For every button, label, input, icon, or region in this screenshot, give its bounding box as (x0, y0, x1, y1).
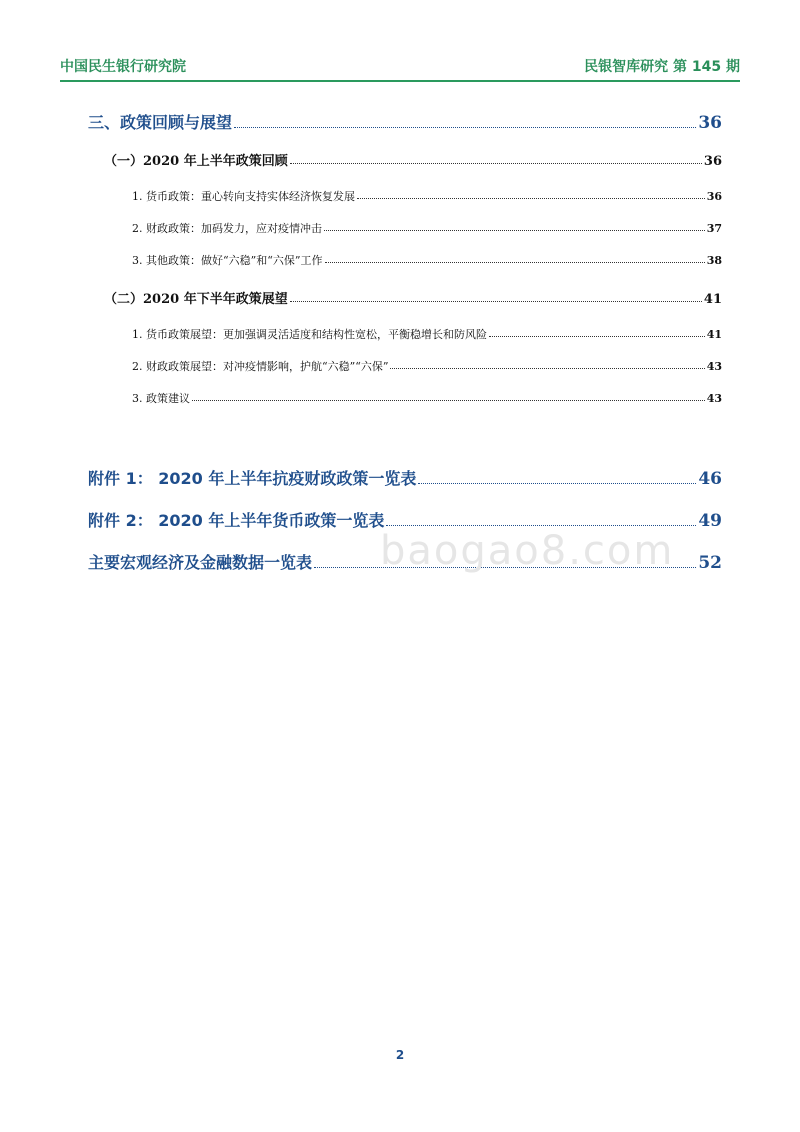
dot-leader (324, 229, 705, 231)
toc-entry-sub1-item3[interactable] (88, 252, 722, 268)
toc-entry-sub2-item3[interactable] (88, 390, 722, 406)
toc-entry-page: 49 (698, 511, 722, 531)
toc-entry-page: 41 (706, 328, 722, 341)
toc-entry-sub2[interactable] (88, 288, 722, 307)
toc-entry-label: 1. 货币政策：重心转向支持实体经济恢复发展 (132, 190, 355, 203)
dot-leader (386, 524, 696, 526)
toc-entry-page: 41 (703, 292, 722, 307)
toc-entry-page: 38 (706, 254, 722, 267)
toc-entry-sub2-item2[interactable] (88, 358, 722, 374)
toc-entry-label: 三、政策回顾与展望 (88, 113, 233, 132)
toc-entry-sub1-item2[interactable] (88, 220, 722, 236)
dot-leader (390, 367, 704, 369)
toc-entry-page: 36 (703, 154, 722, 169)
header-series-title: 民银智库研究 第 145 期 (584, 59, 740, 75)
header-divider (60, 80, 740, 82)
dot-leader (290, 162, 702, 164)
toc-entry-section3[interactable] (88, 110, 722, 133)
toc-entry-page: 37 (706, 222, 722, 235)
toc-entry-page: 52 (698, 553, 722, 573)
toc-entry-label: 1. 货币政策展望：更加强调灵活适度和结构性宽松，平衡稳增长和防风险 (132, 328, 487, 341)
toc-entry-page: 43 (706, 392, 722, 405)
dot-leader (418, 482, 696, 484)
page-header (60, 54, 740, 80)
toc-entry-page: 36 (698, 113, 722, 133)
toc-entry-page: 43 (706, 360, 722, 373)
toc-entry-sub1-item1[interactable] (88, 188, 722, 204)
toc-entry-label: 主要宏观经济及金融数据一览表 (88, 553, 313, 572)
toc-entry-label: （一）2020 年上半年政策回顾 (104, 154, 288, 169)
dot-leader (234, 126, 696, 128)
toc-entry-label: 附件 1： 2020 年上半年抗疫财政政策一览表 (88, 469, 417, 488)
toc-entry-page: 36 (706, 190, 722, 203)
toc-entry-label: 3. 政策建议 (132, 392, 190, 405)
page-number: 2 (395, 1048, 405, 1062)
toc-entry-sub2-item1[interactable] (88, 326, 722, 342)
toc-entry-label: 3. 其他政策：做好“六稳”和“六保”工作 (132, 254, 323, 267)
watermark: baogao8.com (380, 528, 675, 574)
dot-leader (325, 261, 705, 263)
dot-leader (290, 300, 702, 302)
toc-entry-appendix1[interactable] (88, 466, 722, 489)
toc-entry-sub1[interactable] (88, 150, 722, 169)
dot-leader (192, 399, 705, 401)
dot-leader (357, 197, 705, 199)
toc-entry-label: 2. 财政政策展望：对冲疫情影响，护航“六稳”“六保” (132, 360, 389, 373)
toc-entry-label: 2. 财政政策：加码发力，应对疫情冲击 (132, 222, 322, 235)
dot-leader (489, 335, 705, 337)
toc-entry-label: （二）2020 年下半年政策展望 (104, 292, 288, 307)
toc-entry-label: 附件 2： 2020 年上半年货币政策一览表 (88, 511, 385, 530)
toc-entry-page: 46 (698, 469, 722, 489)
header-org-title: 中国民生银行研究院 (60, 59, 186, 75)
